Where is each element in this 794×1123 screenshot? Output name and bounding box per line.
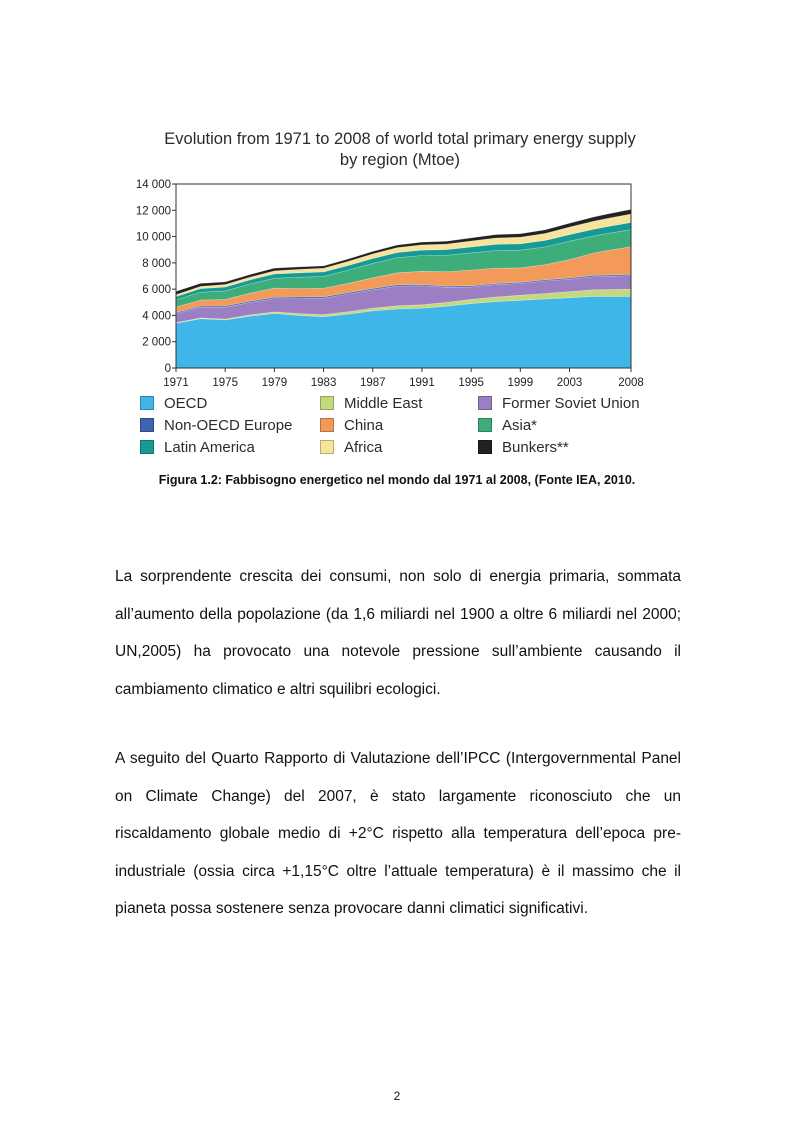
x-tick-label: 2003 (556, 377, 583, 389)
legend-label: Africa (344, 438, 383, 456)
legend-item-middle-east (320, 393, 422, 413)
y-tick-label: 14 000 (135, 179, 171, 191)
y-tick-label: 10 000 (135, 231, 171, 244)
x-tick-label: 1991 (409, 377, 435, 389)
legend-label: Former Soviet Union (502, 394, 640, 412)
legend-item-china (320, 415, 383, 435)
x-tick-label: 1971 (163, 377, 189, 389)
x-tick-label: 1979 (261, 377, 288, 389)
x-tick-label: 1987 (359, 377, 386, 389)
legend-label: OECD (164, 394, 208, 412)
x-tick-label: 1999 (507, 377, 534, 389)
x-tick-label: 1995 (458, 377, 484, 389)
page-number: 2 (393, 1089, 401, 1103)
chart-legend (140, 393, 660, 457)
x-tick-label: 1983 (310, 377, 337, 389)
y-tick-label: 0 (164, 363, 171, 375)
y-tick-label: 6 000 (142, 284, 171, 297)
legend-item-asia (478, 415, 537, 435)
figure-caption: Figura 1.2: Fabbisogno energetico nel mondo dal 1971 al 2008, (Fonte IEA, 2010. (158, 473, 636, 487)
legend-swatch (320, 440, 334, 454)
stacked-area-chart (130, 176, 650, 391)
legend-swatch (140, 418, 154, 432)
legend-label: Bunkers** (502, 438, 569, 456)
legend-item-former-soviet-union (478, 393, 640, 413)
x-tick-label: 2008 (618, 377, 644, 389)
legend-item-bunkers (478, 437, 569, 457)
chart-title-line2: by region (Mtoe) (339, 151, 461, 169)
legend-swatch (320, 396, 334, 410)
legend-swatch (140, 440, 154, 454)
body-paragraph-2: A seguito del Quarto Rapporto di Valutazione dell’IPCC (Intergovernmental Panel on Climate Change) del 2007, è stato largamente riconosciuto che un riscaldamento globale medio di +2°C rispetto alla temperatura dell’epoca pre-industriale (ossia circa +1,15°C oltre l’attuale temperatura) è il massimo che il pianeta possa sostenere senza provocare danni climatici significativi. (115, 750, 681, 917)
legend-swatch (478, 396, 492, 410)
legend-label: Asia* (502, 416, 538, 434)
legend-swatch (478, 418, 492, 432)
y-tick-label: 4 000 (142, 310, 171, 323)
y-tick-label: 8 000 (142, 257, 171, 270)
legend-swatch (478, 440, 492, 454)
legend-label: Latin America (164, 438, 255, 456)
legend-item-latin-america (140, 437, 255, 457)
legend-label: Middle East (344, 394, 423, 412)
y-tick-label: 12 000 (135, 205, 171, 218)
legend-swatch (320, 418, 334, 432)
legend-swatch (140, 396, 154, 410)
legend-item-africa (320, 437, 382, 457)
legend-item-non-oecd-europe (140, 415, 292, 435)
x-tick-label: 1975 (212, 377, 238, 389)
y-tick-label: 2 000 (142, 336, 171, 349)
chart-title-line1: Evolution from 1971 to 2008 of world total primary energy supply (164, 130, 636, 148)
legend-label: Non-OECD Europe (164, 416, 293, 434)
legend-item-oecd (140, 393, 207, 413)
legend-label: China (344, 416, 384, 434)
body-paragraph-1: La sorprendente crescita dei consumi, non solo di energia primaria, sommata all’aumento della popolazione (da 1,6 miliardi nel 1900 a oltre 6 miliardi nel 2000; UN,2005) ha provocato una notevole pressione sull’ambiente causando il cambiamento climatico e altri squilibri ecologici. (115, 568, 681, 698)
